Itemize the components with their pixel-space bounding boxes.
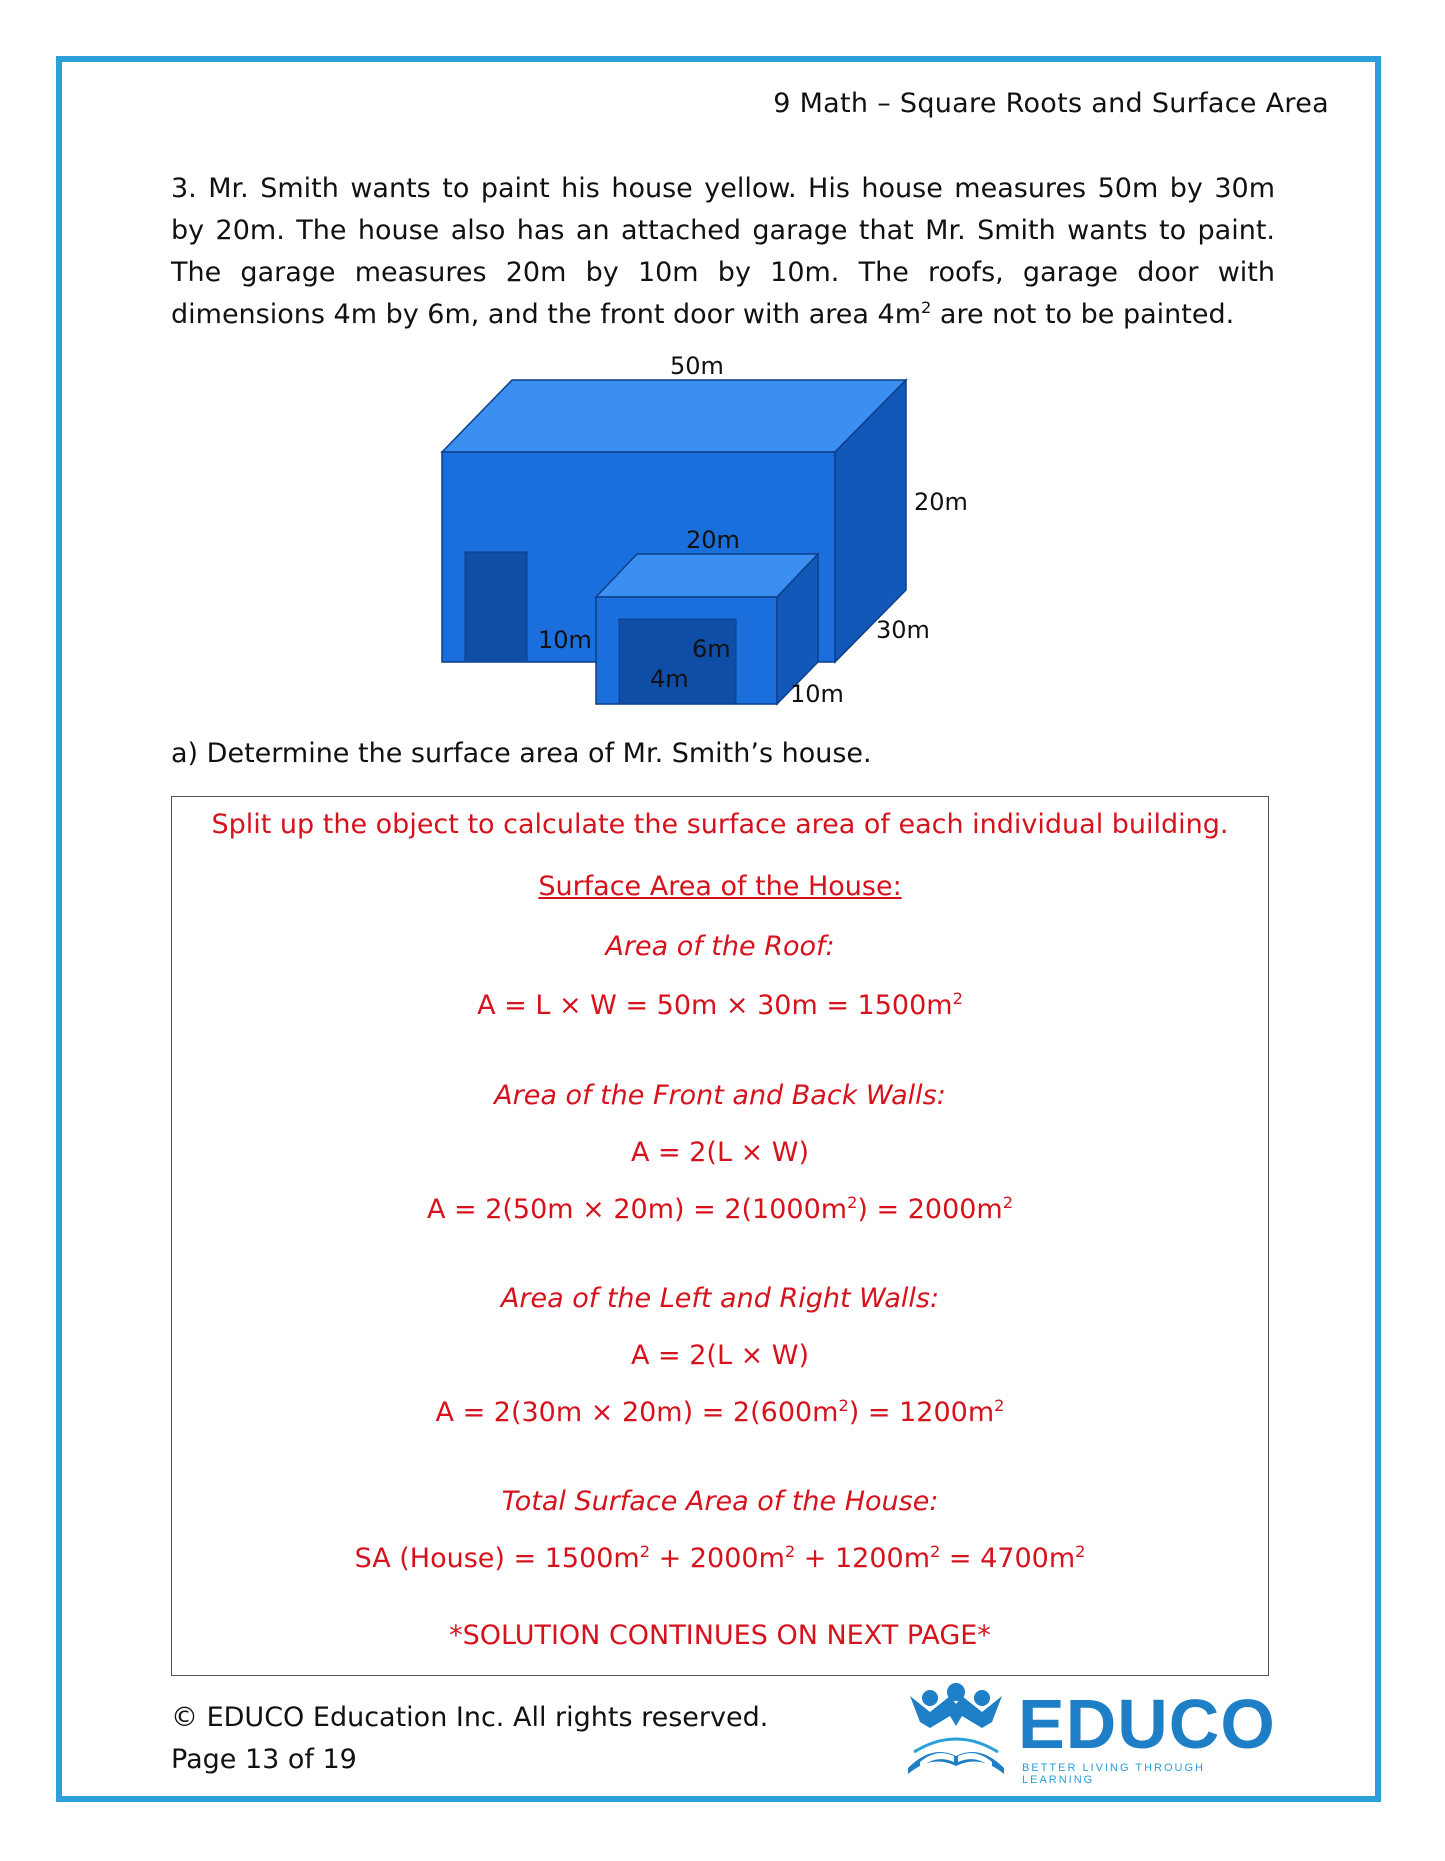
roof-calc	[172, 990, 1268, 1021]
total-sup-1: 2	[639, 1542, 651, 1561]
fb-sup-1: 2	[847, 1193, 858, 1212]
solution-box	[171, 796, 1269, 1676]
lr-calc-a: A = 2(30m × 20m) = 2(600m	[435, 1397, 839, 1428]
total-calc	[172, 1543, 1268, 1574]
front-back-heading: Area of the Front and Back Walls:	[494, 1080, 946, 1111]
people-book-logo-icon	[900, 1682, 1012, 1778]
fb-sup-2: 2	[1002, 1193, 1014, 1212]
total-calc-a: SA (House) = 1500m	[354, 1543, 640, 1574]
lr-sup-1: 2	[838, 1396, 849, 1415]
page-header: 9 Math – Square Roots and Surface Area	[773, 88, 1329, 119]
footer-page-number: Page 13 of 19	[171, 1744, 357, 1775]
label-garage-depth: 10m	[790, 680, 844, 708]
label-garage-height: 10m	[538, 626, 592, 654]
fb-calc-b: ) = 2000m	[857, 1194, 1003, 1225]
label-door-width: 4m	[650, 665, 689, 693]
educo-logo	[900, 1682, 1280, 1786]
house-diagram-svg	[430, 352, 990, 722]
house-diagram	[430, 352, 990, 722]
question-3-text	[171, 168, 1275, 336]
lr-calc-b: ) = 1200m	[848, 1397, 995, 1428]
left-right-calc	[172, 1397, 1268, 1428]
total-heading: Total Surface Area of the House:	[501, 1486, 939, 1517]
roof-calc-sup: 2	[952, 989, 963, 1008]
total-calc-d: = 4700m	[940, 1543, 1076, 1574]
total-calc-b: + 2000m	[650, 1543, 785, 1574]
roof-calc-text: A = L × W = 50m × 30m = 1500m	[477, 990, 953, 1021]
left-right-formula: A = 2(L × W)	[630, 1340, 810, 1371]
label-house-height: 20m	[914, 488, 968, 516]
lr-sup-2: 2	[994, 1396, 1005, 1415]
front-back-calc	[172, 1194, 1268, 1225]
total-sup-3: 2	[930, 1542, 941, 1561]
question-tail: are not to be painted.	[931, 299, 1235, 330]
logo-tagline: BETTER LIVING THROUGH LEARNING	[1022, 1762, 1205, 1786]
roof-heading: Area of the Roof:	[605, 931, 835, 962]
label-door-height: 6m	[692, 635, 731, 663]
front-back-formula: A = 2(L × W)	[630, 1137, 810, 1168]
question-body: 3. Mr. Smith wants to paint his house yellow. His house measures 50m by 30m by 20m. The house also has an attached garage that Mr. Smith wants to paint. The garage measures 20m by 10m by 10m. The roofs, garage door with dimensions 4m by 6m, and the front door with area 4m	[171, 173, 1275, 330]
solution-intro: Split up the object to calculate the surface area of each individual building.	[211, 809, 1229, 840]
label-garage-length: 20m	[686, 526, 740, 554]
fb-calc-a: A = 2(50m × 20m) = 2(1000m	[426, 1194, 848, 1225]
label-house-depth: 30m	[876, 616, 930, 644]
logo-wordmark: EDUCO	[1018, 1685, 1276, 1763]
total-sup-4: 2	[1075, 1542, 1086, 1561]
left-right-heading: Area of the Left and Right Walls:	[500, 1283, 940, 1314]
question-superscript: 2	[921, 298, 932, 317]
label-house-length: 50m	[670, 352, 724, 380]
total-sup-2: 2	[784, 1542, 796, 1561]
footer-copyright: © EDUCO Education Inc. All rights reserved.	[171, 1702, 769, 1733]
total-calc-c: + 1200m	[795, 1543, 930, 1574]
front-door	[465, 552, 527, 662]
house-roof	[442, 380, 906, 452]
part-a-prompt: a) Determine the surface area of Mr. Smith’s house.	[171, 738, 872, 769]
house-heading: Surface Area of the House:	[538, 871, 902, 902]
continue-note: *SOLUTION CONTINUES ON NEXT PAGE*	[449, 1620, 991, 1651]
